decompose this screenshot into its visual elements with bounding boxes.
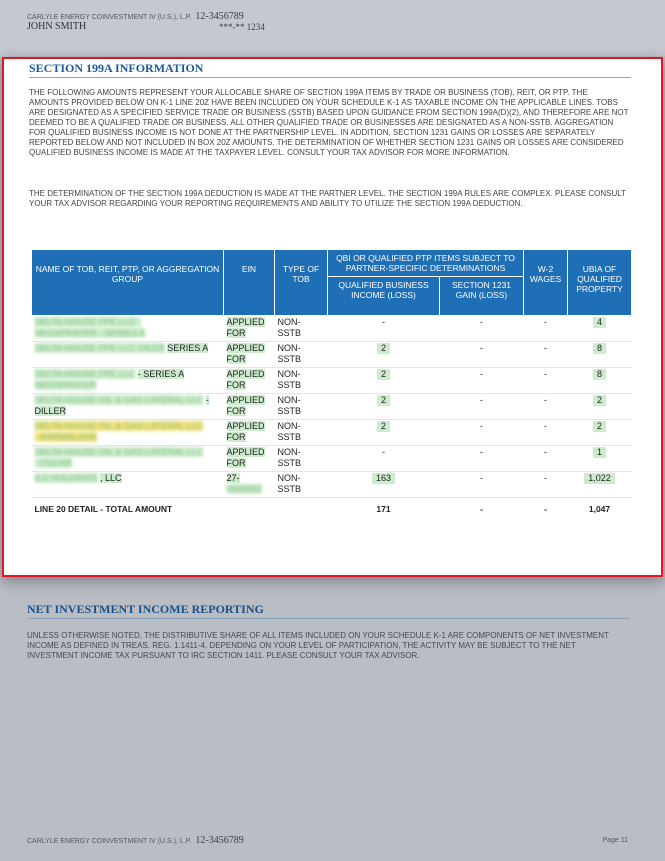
redacted-name: DELTA HOUSE OIL & GAS LATERAL LLC (34, 395, 204, 405)
section-199a-panel (2, 57, 663, 577)
total-ubia: 1,047 (588, 504, 611, 514)
row-ein: APPLIED FOR (224, 368, 275, 394)
row-type: NON- SSTB (275, 420, 328, 446)
nii-paragraph: UNLESS OTHERWISE NOTED, THE DISTRIBUTIVE SHARE OF ALL ITEMS INCLUDED ON YOUR SCHEDULE K-1 ARE COMPONENTS OF NET INVESTMENT INCOME AS DEFINED IN TREAS. REG. 1.1411-4. DEPENDING ON YOUR LEVEL OF PARTICIPATION, THE ACTIVITY MAY BE SUBJECT TO THE NET INVESTMENT INCOME TAX PURSUANT TO IRC SECTION 1411. PLEASE CONSULT YOUR TAX ADVISOR. (27, 631, 609, 660)
row-qbi: 2 (328, 394, 440, 420)
row-qbi: 2 (328, 420, 440, 446)
section-199a-table (31, 249, 632, 517)
row-name (32, 342, 224, 368)
row-ubia: 1 (568, 446, 632, 472)
table-row (32, 316, 632, 342)
row-name (32, 368, 224, 394)
total-row (32, 498, 632, 518)
redacted-name-line-2: NEOSPRAYER (34, 380, 97, 390)
table-row (32, 446, 632, 472)
row-w2: - (524, 394, 568, 420)
row-ubia: 8 (568, 368, 632, 394)
redacted-name-line-2: - OSCAR (34, 458, 73, 468)
redacted-name: DELTA HOUSE FPE LLC - (34, 317, 141, 327)
page-header (0, 0, 665, 56)
row-name (32, 446, 224, 472)
nii-title: NET INVESTMENT INCOME REPORTING (27, 602, 264, 616)
total-w2: - (544, 504, 547, 514)
row-ubia: 2 (568, 394, 632, 420)
section-199a-title: SECTION 199A INFORMATION (29, 61, 204, 75)
row-ein: APPLIED FOR (224, 316, 275, 342)
total-section-1231: - (480, 504, 483, 514)
row-type: NON- SSTB (275, 342, 328, 368)
table-row (32, 368, 632, 394)
row-name (32, 472, 224, 498)
row-name-visible: , LLC (100, 473, 122, 483)
row-name-visible: - SERIES A (137, 369, 185, 379)
partner-ssn: ***-** 1234 (219, 22, 265, 32)
redacted-name: ILX HOLDINGS (34, 473, 98, 483)
col-header-qbi: QUALIFIED BUSINESS INCOME (LOSS) (328, 277, 440, 316)
col-header-type: TYPE OF TOB (275, 250, 328, 316)
col-header-ein: EIN (224, 250, 275, 316)
row-type: NON- SSTB (275, 472, 328, 498)
redacted-name: DELTA HOUSE OIL & GAS LATERAL LLC (34, 421, 204, 431)
row-w2: - (524, 472, 568, 498)
nii-title-rule (27, 618, 630, 619)
row-name (32, 420, 224, 446)
row-section-1231: - (440, 446, 524, 472)
total-label: LINE 20 DETAIL - TOTAL AMOUNT (34, 504, 173, 514)
col-header-w2: W-2 WAGES (524, 250, 568, 316)
redacted-name: DELTA HOUSE FPE LLC (34, 369, 136, 379)
header-partnership-name: CARLYLE ENERGY COINVESTMENT IV (U.S.), L.P. (27, 14, 192, 21)
col-header-qbi-group: QBI OR QUALIFIED PTP ITEMS SUBJECT TO PARTNER-SPECIFIC DETERMINATIONS (328, 250, 524, 277)
row-section-1231: - (440, 420, 524, 446)
row-ein: APPLIED FOR (224, 342, 275, 368)
row-ein: APPLIED FOR (224, 420, 275, 446)
redacted-name-line-2: NEOSPRAYER - SERIES A (34, 328, 146, 338)
row-name (32, 316, 224, 342)
row-section-1231: - (440, 368, 524, 394)
row-w2: - (524, 316, 568, 342)
row-ubia: 4 (568, 316, 632, 342)
row-ein: 27- 5555555 (224, 472, 275, 498)
row-section-1231: - (440, 472, 524, 498)
footer-partnership-name: CARLYLE ENERGY COINVESTMENT IV (U.S.), L.P. (27, 838, 192, 845)
row-ein: APPLIED FOR (224, 394, 275, 420)
row-section-1231: - (440, 342, 524, 368)
page-number: Page 11 (602, 837, 628, 844)
table-row (32, 394, 632, 420)
row-qbi: - (328, 316, 440, 342)
table-row (32, 472, 632, 498)
row-w2: - (524, 342, 568, 368)
row-type: NON- SSTB (275, 446, 328, 472)
redacted-name: DELTA HOUSE OIL & GAS LATERAL LLC (34, 447, 204, 457)
row-w2: - (524, 446, 568, 472)
footer-ein: 12-3456789 (195, 835, 244, 846)
row-type: NON- SSTB (275, 316, 328, 342)
header-ein: 12-3456789 (195, 11, 244, 22)
redacted-name: DELTA HOUSE FPE LLC OILER (34, 343, 165, 353)
row-section-1231: - (440, 316, 524, 342)
section-199a-paragraph-2: THE DETERMINATION OF THE SECTION 199A DEDUCTION IS MADE AT THE PARTNER LEVEL. THE SECTION 199A RULES ARE COMPLEX. PLEASE CONSULT YOUR TAX ADVISOR REGARDING YOUR REPORTING REQUIREMENTS AND ABILITY TO UTILIZE THE SECTION 199A DEDUCTION. (29, 189, 626, 208)
redacted-name-line-2: - MARMALADE (34, 432, 98, 442)
total-qbi: 171 (376, 504, 391, 514)
col-header-section-1231: SECTION 1231 GAIN (LOSS) (440, 277, 524, 316)
row-name-visible: SERIES A (167, 343, 209, 353)
table-row (32, 420, 632, 446)
row-ubia: 2 (568, 420, 632, 446)
section-199a-paragraph-1: THE FOLLOWING AMOUNTS REPRESENT YOUR ALLOCABLE SHARE OF SECTION 199A ITEMS BY TRADE OR BUSINESS (TOB), REIT, OR PTP. THE AMOUNTS PROVIDED BELOW ON K-1 LINE 20Z HAVE BEEN INCLUDED ON YOUR SCHEDULE K-1 AS TAXABLE INCOME ON THE APPLICABLE LINES. TOBS ARE DESIGNATED AS A SPECIFIED SERVICE TRADE OR BUSINESS (SSTB) BASED UPON GUIDANCE FROM SECTION 199A(D)(2), AND THEREFORE ARE NOT DEEMED TO BE A QUALIFIED TRADE OR BUSINESS. ALL OTHER QUALIFIED TRADE OR BUSINESSES ARE DESIGNATED AS A NON-SSTB. AGGREGATION FOR QUALIFIED BUSINESS INCOME IS NOT DONE AT THE PARTNERSHIP LEVEL. IN ADDITION, SECTION 1231 GAINS OR LOSSES ARE SEPARATELY REPORTED BELOW AND NOT INCLUDED IN BOX 20Z AMOUNTS. THE DETERMINATION OF WHETHER SECTION 1231 GAINS OR LOSSES ARE CONSIDERED QUALIFIED BUSINESS INCOME IS MADE AT THE TAXPAYER LEVEL. CONSULT YOUR TAX ADVISOR FOR MORE INFORMATION. (29, 88, 629, 157)
row-type: NON- SSTB (275, 368, 328, 394)
table-row (32, 342, 632, 368)
row-type: NON- SSTB (275, 394, 328, 420)
col-header-name: NAME OF TOB, REIT, PTP, OR AGGREGATION GROUP (32, 250, 224, 316)
row-qbi: 163 (328, 472, 440, 498)
row-w2: - (524, 368, 568, 394)
partner-name: JOHN SMITH (27, 21, 87, 32)
row-section-1231: - (440, 394, 524, 420)
col-header-ubia: UBIA OF QUALIFIED PROPERTY (568, 250, 632, 316)
row-name (32, 394, 224, 420)
row-w2: - (524, 420, 568, 446)
row-qbi: - (328, 446, 440, 472)
row-name-visible: - DILLER (34, 395, 209, 416)
row-ein: APPLIED FOR (224, 446, 275, 472)
row-ubia: 8 (568, 342, 632, 368)
row-ubia: 1,022 (568, 472, 632, 498)
section-title-rule (29, 77, 631, 78)
row-qbi: 2 (328, 368, 440, 394)
footer-partnership-line (27, 835, 244, 846)
row-qbi: 2 (328, 342, 440, 368)
